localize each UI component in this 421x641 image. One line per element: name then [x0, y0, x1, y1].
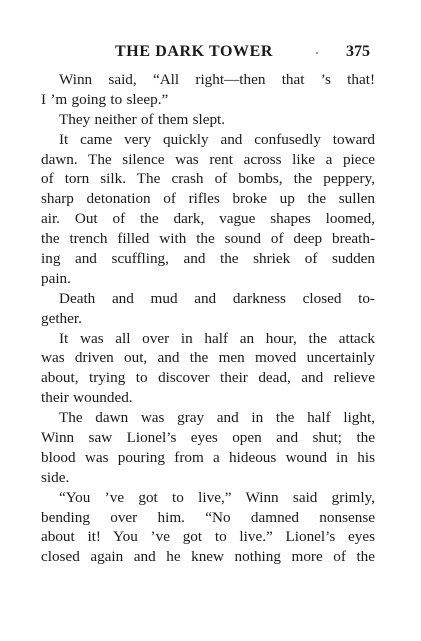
- text-line: side.: [41, 468, 70, 486]
- text-line: about, trying to discover their dead, and relieve: [41, 369, 375, 387]
- text-line: ing and scuffling, and the shriek of sudden: [41, 250, 375, 268]
- text-line: “You ’ve got to live,” Winn said grimly,: [59, 488, 375, 506]
- page-number: 375: [346, 43, 370, 60]
- running-header: [0, 43, 421, 63]
- text-line: They neither of them slept.: [59, 110, 226, 128]
- text-line: blood was pouring from a hideous wound in his: [41, 448, 375, 466]
- text-line: air. Out of the dark, vague shapes loomed,: [41, 210, 375, 228]
- text-line: of torn silk. The crash of bombs, the peppery,: [41, 170, 375, 188]
- text-line: pain.: [41, 269, 71, 287]
- text-line: The dawn was gray and in the half light,: [59, 409, 375, 427]
- text-line: gether.: [41, 309, 82, 327]
- text-line: I ’m going to sleep.”: [41, 90, 169, 108]
- text-line: It was all over in half an hour, the attack: [59, 329, 375, 347]
- text-line: the trench filled with the sound of deep breath-: [41, 230, 375, 248]
- text-line: Death and mud and darkness closed to-: [59, 289, 375, 307]
- text-line: dawn. The silence was rent across like a piece: [41, 150, 375, 168]
- body-text: [41, 70, 375, 567]
- text-line: about it! You ’ve got to live.” Lionel’s eyes: [41, 528, 375, 546]
- text-line: their wounded.: [41, 389, 133, 407]
- text-line: closed again and he knew nothing more of the: [41, 548, 375, 566]
- text-line: sharp detonation of rifles broke up the sullen: [41, 190, 375, 208]
- text-line: bending over him. “No damned nonsense: [41, 508, 375, 526]
- text-line: was driven out, and the men moved uncertainly: [41, 349, 375, 367]
- page-title: THE DARK TOWER: [115, 43, 274, 60]
- header-dot-ornament: [316, 52, 318, 54]
- text-line: It came very quickly and confusedly toward: [59, 130, 375, 148]
- text-line: Winn said, “All right—then that ’s that!: [59, 71, 375, 88]
- text-line: Winn saw Lionel’s eyes open and shut; the: [41, 429, 375, 447]
